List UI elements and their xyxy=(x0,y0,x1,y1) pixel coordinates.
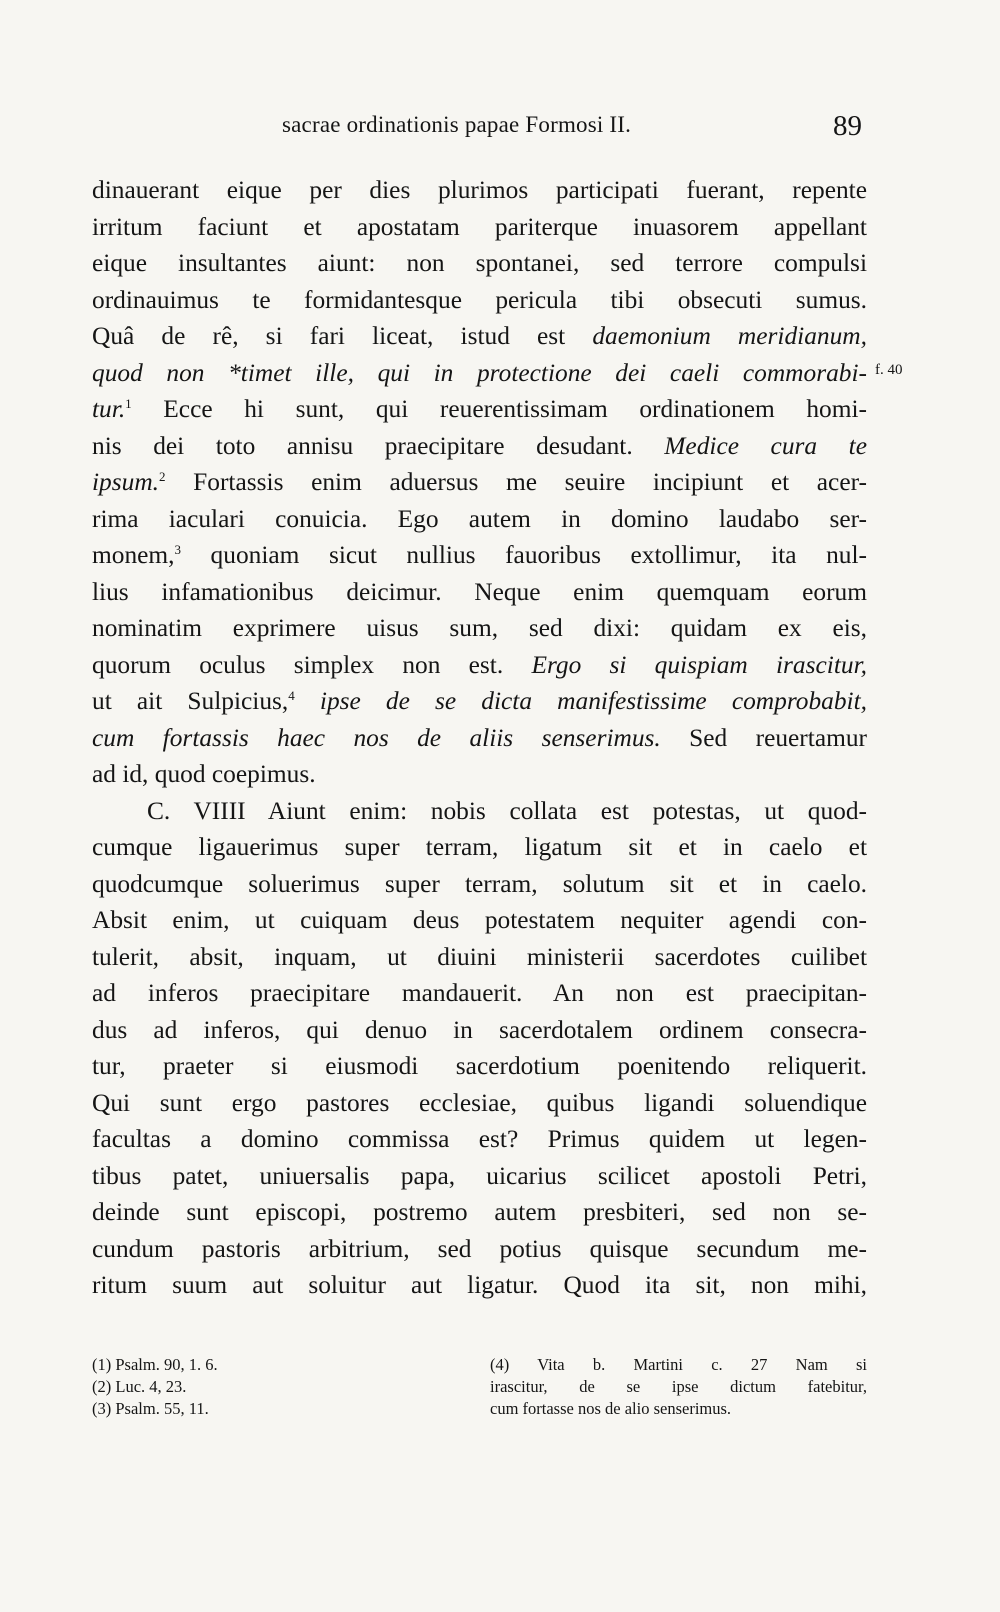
italic-quotation: quod non *timet ille, qui in protectione dei caeli commorabi- xyxy=(92,358,867,387)
line-text: quorum oculus simplex non est. xyxy=(92,650,532,679)
text-line xyxy=(92,245,867,282)
text-line xyxy=(92,1121,867,1158)
line-text: Fortassis enim aduersus me seuire incipiunt et acer- xyxy=(165,468,867,496)
footnote-marker: 2 xyxy=(159,469,166,484)
text-line xyxy=(92,172,867,209)
footnote: cum fortasse nos de alio senserimus. xyxy=(490,1399,732,1418)
line-text: cumque ligauerimus super terram, ligatum sit et in caelo et xyxy=(92,833,867,861)
text-line xyxy=(92,428,867,465)
line-text: Qui sunt ergo pastores ecclesiae, quibus ligandi soluendique xyxy=(92,1088,867,1117)
footnote-marker: 3 xyxy=(174,542,182,557)
text-line xyxy=(92,209,867,246)
text-line xyxy=(92,1231,867,1268)
text-line xyxy=(92,537,867,574)
text-line xyxy=(92,355,867,392)
text-line xyxy=(92,1048,867,1085)
text-line xyxy=(92,720,867,757)
text-line xyxy=(92,501,867,538)
text-line xyxy=(92,1085,867,1122)
text-line xyxy=(92,683,867,720)
line-text: cundum pastoris arbitrium, sed potius quisque secundum me- xyxy=(92,1234,867,1263)
line-text: nominatim exprimere uisus sum, sed dixi: quidam ex eis, xyxy=(92,614,867,642)
text-line xyxy=(92,610,867,647)
italic-quotation: ipsum. xyxy=(92,468,160,496)
italic-quotation: cum fortassis haec nos de aliis senserimus. xyxy=(92,723,661,752)
line-text: irritum faciunt et apostatam pariterque inuasorem appellant xyxy=(92,212,867,241)
folio-margin-note: f. 40 xyxy=(875,362,903,378)
footnote: (1) Psalm. 90, 1. 6. xyxy=(92,1355,218,1374)
footnote: (2) Luc. 4, 23. xyxy=(92,1377,187,1396)
text-line xyxy=(92,1194,867,1231)
line-text: lius infamationibus deicimur. Neque enim quemquam eorum xyxy=(92,577,867,606)
line-text: C. VIIII Aiunt enim: nobis collata est potestas, ut quod- xyxy=(147,796,867,825)
footnote-marker: 1 xyxy=(125,396,132,411)
line-text: deinde sunt episcopi, postremo autem presbiteri, sed non se- xyxy=(92,1198,867,1226)
text-line xyxy=(92,939,867,976)
footnote: irascitur, de se ipse dictum fatebitur, xyxy=(490,1377,867,1396)
text-line xyxy=(92,866,867,903)
line-text: tibus patet, uniuersalis papa, uicarius scilicet apostoli Petri, xyxy=(92,1161,867,1190)
line-text: Quâ de rê, si fari liceat, istud est xyxy=(92,322,593,350)
line-text: quodcumque soluerimus super terram, solutum sit et in caelo. xyxy=(92,869,867,898)
text-line xyxy=(92,1012,867,1049)
line-text: ut ait Sulpicius, xyxy=(92,687,289,715)
text-line xyxy=(92,464,867,501)
line-text: nis dei toto annisu praecipitare desudant. xyxy=(92,431,665,460)
footnotes-right-column xyxy=(490,1354,867,1420)
running-title: sacrae ordinationis papae Formosi II. xyxy=(282,112,632,137)
line-text: ad inferos praecipitare mandauerit. An non est praecipitan- xyxy=(92,979,867,1007)
text-line xyxy=(92,793,867,830)
line-text: dinauerant eique per dies plurimos participati fuerant, repente xyxy=(92,176,867,204)
footnote: (4) Vita b. Martini c. 27 Nam si xyxy=(490,1355,867,1374)
line-text: tur, praeter si eiusmodi sacerdotium poenitendo reliquerit. xyxy=(92,1052,867,1080)
main-text-block xyxy=(92,172,867,1304)
line-text: ritum suum aut soluitur aut ligatur. Quod ita sit, non mihi, xyxy=(92,1271,867,1299)
italic-quotation: tur. xyxy=(92,395,126,423)
text-line xyxy=(92,391,867,428)
italic-quotation: daemonium meridianum, xyxy=(592,322,867,350)
text-line xyxy=(92,756,867,793)
italic-quotation: Medice cura te xyxy=(664,431,867,460)
text-line xyxy=(92,829,867,866)
line-text: ordinauimus te formidantesque pericula tibi obsecuti sumus. xyxy=(92,285,867,314)
footnote-marker: 4 xyxy=(288,688,295,703)
footnotes-left-column xyxy=(92,1354,218,1420)
text-line xyxy=(92,318,867,355)
text-line xyxy=(92,902,867,939)
page-number: 89 xyxy=(833,110,862,142)
text-line xyxy=(92,1158,867,1195)
line-text: Sed reuertamur xyxy=(660,723,867,752)
line-text: tulerit, absit, inquam, ut diuini ministerii sacerdotes cuilibet xyxy=(92,942,867,971)
line-text: monem, xyxy=(92,541,175,569)
line-text: rima iaculari conuicia. Ego autem in domino laudabo ser- xyxy=(92,504,867,533)
text-line xyxy=(92,1267,867,1304)
line-text: facultas a domino commissa est? Primus quidem ut legen- xyxy=(92,1125,867,1153)
line-text: eique insultantes aiunt: non spontanei, sed terrore compulsi xyxy=(92,249,867,277)
italic-quotation: ipse de se dicta manifestissime comprobabit, xyxy=(294,687,868,715)
line-text: ad id, quod coepimus. xyxy=(92,760,316,788)
text-line xyxy=(92,975,867,1012)
text-line xyxy=(92,282,867,319)
line-text: Ecce hi sunt, qui reuerentissimam ordinationem homi- xyxy=(131,395,867,423)
line-text: quoniam sicut nullius fauoribus extollimur, ita nul- xyxy=(181,541,867,569)
line-text: dus ad inferos, qui denuo in sacerdotalem ordinem consecra- xyxy=(92,1015,867,1044)
italic-quotation: Ergo si quispiam irascitur, xyxy=(531,650,867,679)
text-line xyxy=(92,647,867,684)
text-line xyxy=(92,574,867,611)
footnote: (3) Psalm. 55, 11. xyxy=(92,1399,209,1418)
line-text: Absit enim, ut cuiquam deus potestatem nequiter agendi con- xyxy=(92,906,867,934)
